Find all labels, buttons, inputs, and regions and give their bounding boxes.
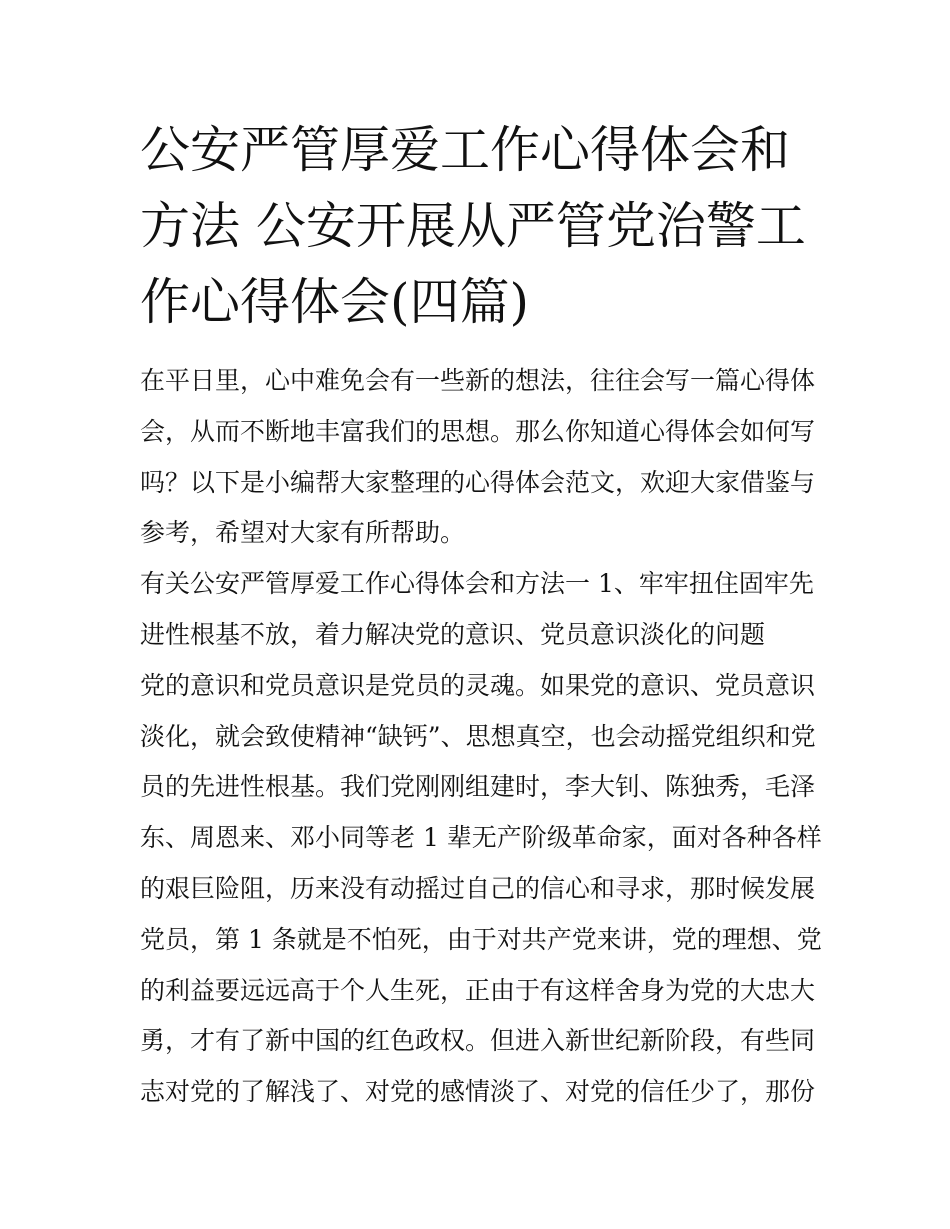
title-line: 方法 公安开展从严管党治警工 xyxy=(140,197,806,255)
body-line: 在平日里，心中难免会有一些新的想法，往往会写一篇心得体 xyxy=(140,366,816,395)
body-line: 党员，第 1 条就是不怕死，由于对共产党来讲，党的理想、党 xyxy=(140,924,822,954)
title-line: 作心得体会(四篇) xyxy=(140,273,530,331)
body-line: 勇，才有了新中国的红色政权。但进入新世纪新阶段，有些同 xyxy=(140,1026,816,1056)
body-line: 党的意识和党员意识是党员的灵魂。如果党的意识、党员意识 xyxy=(140,670,816,700)
body-line: 的艰巨险阻，历来没有动摇过自己的信心和寻求，那时候发展 xyxy=(140,873,816,903)
body-line: 志对党的了解浅了、对党的感情淡了、对党的信任少了，那份 xyxy=(140,1077,816,1107)
document-body xyxy=(140,356,822,1118)
title-line: 公安严管厚爱工作心得体会和 xyxy=(140,121,790,179)
body-line: 参考，希望对大家有所帮助。 xyxy=(140,518,466,548)
body-line: 东、周恩来、邓小同等老 1 辈无产阶级革命家，面对各种各样 xyxy=(140,823,822,853)
body-line: 有关公安严管厚爱工作心得体会和方法一 1、牢牢扭住固牢先 xyxy=(140,569,814,599)
body-line: 进性根基不放，着力解决党的意识、党员意识淡化的问题 xyxy=(140,619,766,649)
body-line: 会，从而不断地丰富我们的思想。那么你知道心得体会如何写 xyxy=(140,416,816,446)
body-line: 淡化，就会致使精神“缺钙”、思想真空，也会动摇党组织和党 xyxy=(140,721,816,751)
body-line: 员的先进性根基。我们党刚刚组建时，李大钊、陈独秀，毛泽 xyxy=(140,772,816,802)
document-title xyxy=(140,112,806,340)
body-line: 的利益要远远高于个人生死，正由于有这样舍身为党的大忠大 xyxy=(140,975,816,1005)
body-line: 吗？以下是小编帮大家整理的心得体会范文，欢迎大家借鉴与 xyxy=(140,467,816,497)
